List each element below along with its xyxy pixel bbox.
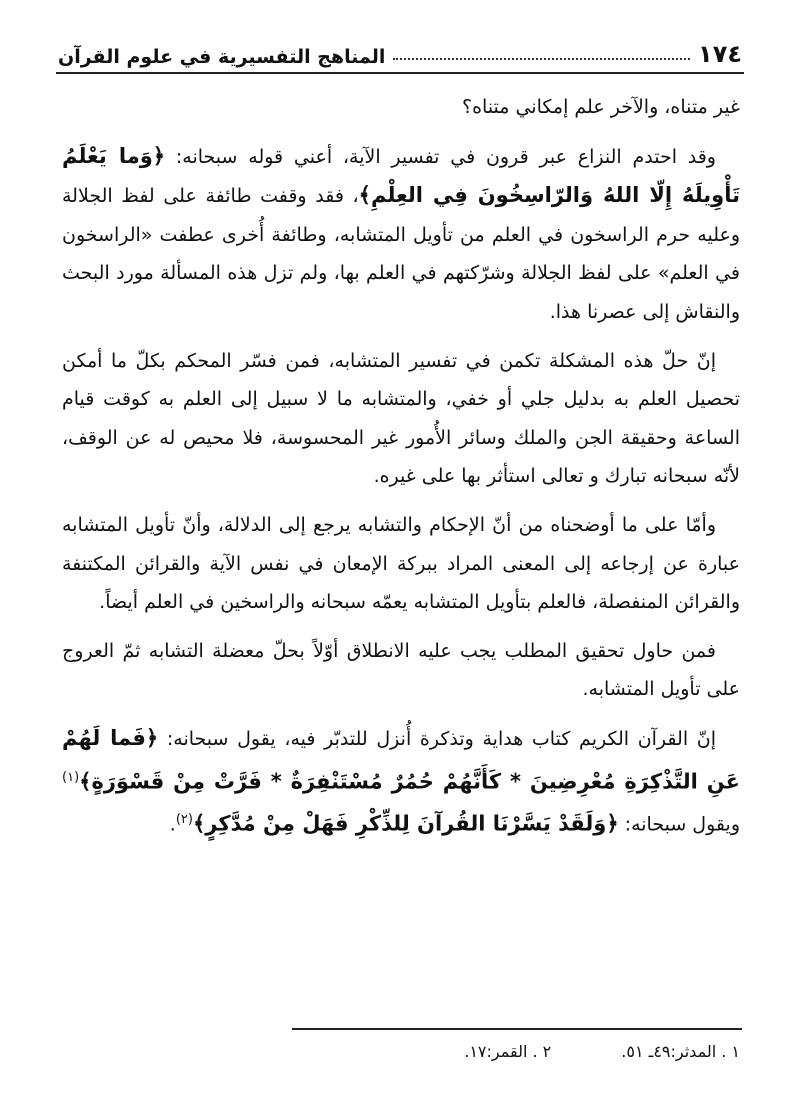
footnote-marker[interactable]: (٢): [175, 812, 193, 828]
body-text: [62, 88, 740, 854]
quran-verse: ﴿وَلَقَدْ يَسَّرْنَا القُرآنَ لِلذِّكْرِ فَهَلْ مِنْ مُدَّكِرٍ﴾: [192, 811, 619, 836]
paragraph: وقد احتدم النزاع عبر قرون في تفسير الآية، أعني قوله سبحانه: ﴿وَما يَعْلَمُ تَأْوِيلَهُ إِلّا اللهُ وَالرّاسِخُونَ فِي العِلْمِ﴾، فقد وقفت طائفة على لفظ الجلالة وعليه حرم الراسخون في العلم من تأويل المتشابه، وطائفة أُخرى عطفت «الراسخون في العلم» على لفظ الجلالة وشرّكتهم في العلم بها، ولم تزل هذه المسألة مورد البحث والنقاش إلى عصرنا هذا.: [62, 143, 740, 323]
header-rule: [56, 72, 744, 74]
paragraph: إنّ القرآن الكريم كتاب هداية وتذكرة أُنزل للتدبّر فيه، يقول سبحانه: ﴿فَما لَهُمْ عَنِ التَّذْكِرَةِ مُعْرِضِينَ * كَأَنَّهُمْ حُمُرٌ مُسْتَنْفِرَةٌ * فَرَّتْ مِنْ قَسْوَرَةٍ﴾$^{(١)}$ ويقول سبحانه: ﴿وَلَقَدْ يَسَّرْنَا القُرآنَ لِلذِّكْرِ فَهَلْ مِنْ مُدَّكِرٍ﴾$^{(٢)}$.: [62, 725, 740, 836]
paragraph: فمن حاول تحقيق المطلب يجب عليه الانطلاق أوّلاً بحلّ معضلة التشابه ثمّ العروج على تأويل المتشابه.: [62, 639, 740, 701]
page-number: ١٧٤: [698, 40, 742, 68]
footnote-marker[interactable]: (١): [62, 769, 80, 785]
footnote-2: ٢ . القمر:١٧.: [464, 1042, 552, 1061]
paragraph: إنّ حلّ هذه المشكلة تكمن في تفسير المتشابه، فمن فسّر المحكم بكلّ ما أمكن تحصيل العلم به بدليل جلي أو خفي، والمتشابه ما لا سبيل إلى العلم به كوقت قيام الساعة وحقيقة الجن والملك وسائر الأُمور غير المحسوسة، فلا محيص له عن الوقف، لأنّه سبحانه تبارك و تعالى استأثر بها على غيره.: [62, 349, 740, 488]
footnotes: [60, 1042, 740, 1061]
quran-verse: ﴿وَما يَعْلَمُ تَأْوِيلَهُ إِلّا اللهُ وَالرّاسِخُونَ فِي العِلْمِ﴾: [62, 143, 740, 208]
quran-verse: ﴿فَما لَهُمْ عَنِ التَّذْكِرَةِ مُعْرِضِينَ * كَأَنَّهُمْ حُمُرٌ مُسْتَنْفِرَةٌ * فَرَّتْ مِنْ قَسْوَرَةٍ﴾: [62, 725, 740, 793]
footnote-1: ١ . المدثر:٤٩ـ ٥١.: [621, 1042, 740, 1061]
paragraph: وأمّا على ما أوضحناه من أنّ الإحكام والتشابه يرجع إلى الدلالة، وأنّ تأويل المتشابه عبارة عن إرجاعه إلى المعنى المراد ببركة الإمعان في نفس الآية والقرائن المكتنفة والقرائن المنفصلة، فالعلم بتأويل المتشابه يعمّه سبحانه والراسخين في العلم أيضاً.: [62, 513, 740, 614]
footnote-rule: [292, 1028, 742, 1030]
running-title: المناهج التفسيرية في علوم القرآن: [58, 46, 386, 68]
paragraph: غير متناه، والآخر علم إمكاني متناه؟: [462, 96, 740, 118]
running-header: [58, 28, 742, 68]
header-dotted-leader: [393, 58, 690, 60]
